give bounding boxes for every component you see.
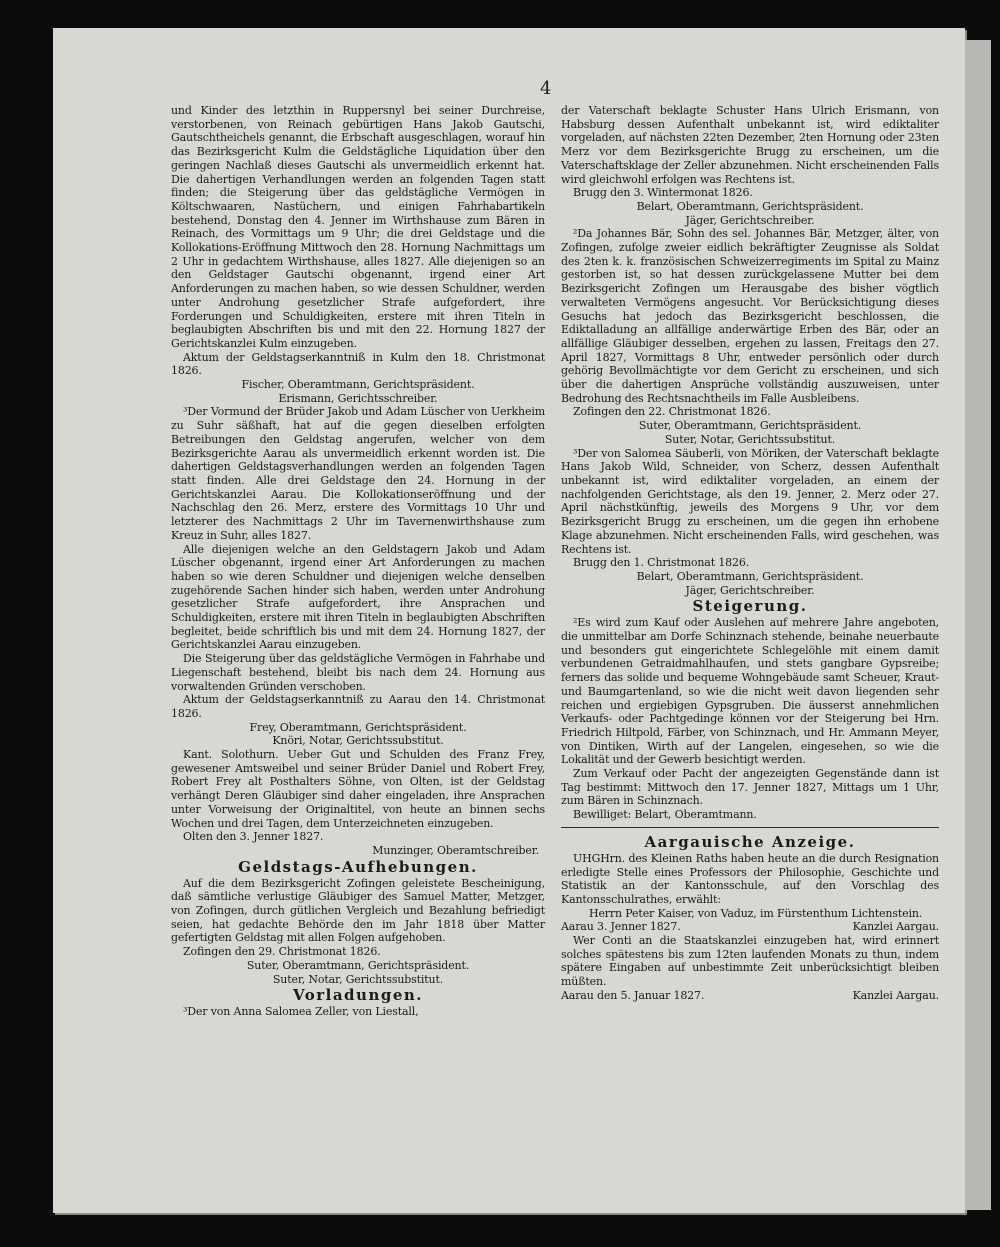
notice-erismann-date: Brugg den 3. Wintermonat 1826.	[573, 186, 753, 200]
notice-matter-date: Zofingen den 29. Christmonat 1826.	[183, 945, 381, 959]
notice-baer: ²Da Johannes Bär, Sohn des sel. Johannes Bär, Metzger, älter, von Zofingen, zufolge zweier eidlich bekräftigter Zeugnisse als Soldat des 2ten k. k. französischen Schweizerregiments im Spital zu Mainz gestorben ist, so hat dessen zurückgelassene Mutter bei dem Bezirksgericht Zofingen um Herausgabe des bisher vögtlich verwalteten Vermögens angesucht. Vor Berücksichtigung dieses Gesuchs hat jedoch das Bezirksgericht beschlossen, die Ediktalladung an allfällige anderwärtige Erben des Bär, oder an allfällige Gläubiger desselben, ergehen zu lassen, Freitags den 27. April 1827, Vormittags 8 Uhr, entweder persönlich oder durch gehörig Bevollmächtigte vor dem Gericht zu erscheinen, und sich über die dahertigen Ansprüche vollständig auszuweisen, unter Bedrohung des Rechtsnachtheils im Falle Ausbleibens.	[561, 227, 939, 405]
notice-professor: UHGHrn. des Kleinen Raths haben heute an die durch Resignation erledigte Stelle eines Professors der Philosophie, Geschichte und Statistik an der Kantonsschule, auf den Vorschlag des Kantonsschulrathes, erwählt:	[561, 851, 939, 906]
notice-schinznach: ²Es wird zum Kauf oder Auslehen auf mehrere Jahre angeboten, die unmittelbar am Dorfe Schinznach stehende, beinahe neuerbaute und besonders gut eingerichtete Schlegelöhle mit einem damit verbundenen Getraidmahlhaufen, und stets gangbare Gypsreibe; ferners das solide und bequeme Wohngebäude samt Scheuer, Kraut- und Baumgartenland, so wie die nicht weit davon liegenden sehr reichen und ergiebigen Gypsgruben. Die äusserst annehmlichen Verkaufs- oder Pachtgedinge können vor der Steigerung bei Hrn. Friedrich Hiltpold, Färber, von Schinznach, und Hr. Ammann Meyer, von Dintiken, Wirth auf der Langelen, eingesehen, so wie die Lokalität und der Gewerb besichtigt werden.	[561, 616, 939, 767]
notice-gautschi-date: Aktum der Geldstagserkanntniß in Kulm den 18. Christmonat 1826.	[171, 350, 545, 378]
notice-frey-date: Olten den 3. Jenner 1827.	[183, 830, 324, 844]
notice-luescher-date: Aktum der Geldstagserkanntniß zu Aarau den 14. Christmonat 1826.	[171, 693, 545, 720]
section-divider	[561, 827, 939, 828]
left-column	[171, 104, 545, 1019]
notice-wild-signature: Belart, Oberamtmann, Gerichtspräsident.	[636, 569, 864, 583]
notice-luescher-signature: Frey, Oberamtmann, Gerichtspräsident.	[249, 720, 467, 734]
notice-matter: Auf die dem Bezirksgericht Zofingen geleistete Bescheinigung, daß sämtliche verlustige Gläubiger des Samuel Matter, Metzger, von Zofingen, durch gütlichen Vergleich und Bezahlung befriedigt seien, hat gedachte Behörde den im Jahr 1818 über Matter gefertigten Geldstag mit allen Folgen aufgehoben.	[171, 876, 545, 945]
notice-wild: ³Der von Salomea Säuberli, von Möriken, der Vaterschaft beklagte Hans Jakob Wild, Schneider, von Scherz, dessen Aufenthalt unbekannt ist, wird ediktaliter vorgeladen, an einem der nachfolgenden Gerichtstage, als den 19. Jenner, 2. Merz oder 27. April nächstkünftig, jeweils des Morgens 9 Uhr, vor dem Bezirksgericht Brugg zu erscheinen, um die gegen ihn erhobene Klage abzunehmen. Nicht erscheinenden Falls, wird geschehen, was Rechtens ist.	[561, 446, 939, 556]
notice-wild-date: Brugg den 1. Christmonat 1826.	[573, 556, 750, 570]
notice-conti-date: Aarau den 5. Januar 1827.	[561, 988, 705, 1002]
notice-frey-signature: Munzinger, Oberamtschreiber.	[372, 843, 539, 857]
notice-schinznach-date: Zum Verkauf oder Pacht der angezeigten Gegenstände dann ist Tag bestimmt: Mittwoch den 17. Jenner 1827, Mittags um 1 Uhr, zum Bären in Schinznach.	[561, 767, 939, 808]
notice-zeller-start: ³Der von Anna Salomea Zeller, von Liestall,	[183, 1005, 419, 1019]
notice-professor-date: Aarau 3. Jenner 1827.	[561, 920, 681, 934]
section-heading-vorladungen: Vorladungen.	[292, 986, 424, 1005]
notice-professor-footer	[561, 920, 939, 934]
section-heading-geldstags-aufhebungen: Geldstags-Aufhebungen.	[238, 857, 478, 876]
notice-matter-signature: Suter, Oberamtmann, Gerichtspräsident.	[246, 958, 470, 972]
section-heading-aargauische-anzeige: Aargauische Anzeige.	[644, 832, 856, 851]
notice-luescher: ³Der Vormund der Brüder Jakob und Adam Lüscher von Uerkheim zu Suhr säßhaft, hat auf die gegen dieselben erfolgten Betreibungen den Geldstag angerufen, welcher von dem Bezirksgerichte Aarau als unvermeidlich erkennt worden ist. Die dahertigen Geldstagsverhandlungen werden an folgenden Tagen statt finden. Alle drei Geldstage den 24. Hornung in der Gerichtskanzlei Aarau. Die Kollokationseröffnung und der Nachschlag den 26. Merz, erstere des Vormittags 10 Uhr und letzterer des Nachmittags 2 Uhr im Tavernenwirthshause zum Kreuz in Suhr, alles 1827.	[171, 405, 545, 542]
notice-erismann-clerk: Jäger, Gerichtschreiber.	[685, 213, 815, 227]
notice-professor-office: Kanzlei Aargau.	[852, 920, 939, 934]
notice-luescher-claims: Alle diejenigen welche an den Geldstagern Jakob und Adam Lüscher obgenannt, irgend einer Art Anforderungen zu machen haben so wie deren Schuldner und diejenigen welche denselben zugehörende Sachen hinder sich haben, werden unter Androhung gesetzlicher Strafe aufgefordert, ihre Ansprachen und Schuldigkeiten, erstere mit ihren Titeln in beglaubigten Abschriften begleitet, beide schriftlich bis und mit dem 24. Hornung 1827, der Gerichtskanzlei Aarau einzugeben.	[171, 542, 545, 652]
notice-professor-name: Herrn Peter Kaiser, von Vaduz, im Fürstenthum Lichtenstein.	[589, 906, 923, 920]
notice-conti: Wer Conti an die Staatskanzlei einzugeben hat, wird erinnert solches spätestens bis zum 12ten laufenden Monats zu thun, indem spätere Eingaben auf unbestimmte Zeit unberücksichtigt bleiben müßten.	[561, 934, 939, 989]
notice-gautschi-clerk: Erismann, Gerichtsschreiber.	[278, 391, 438, 405]
notice-conti-office: Kanzlei Aargau.	[852, 988, 939, 1002]
notice-matter-clerk: Suter, Notar, Gerichtssubstitut.	[272, 972, 444, 986]
notice-schinznach-approval: Bewilliget: Belart, Oberamtmann.	[573, 808, 757, 822]
page-number: 4	[540, 78, 552, 99]
page-edge	[965, 40, 991, 1210]
notice-luescher-clerk: Knöri, Notar, Gerichtssubstitut.	[272, 734, 444, 748]
notice-conti-footer	[561, 989, 939, 1003]
notice-gautschi: und Kinder des letzthin in Ruppersnyl bei seiner Durchreise, verstorbenen, von Reinach gebürtigen Hans Jakob Gautschi, Gautschtheichels genannt, die Erbschaft ausgeschlagen, worauf hin das Bezirksgericht Kulm die Geldstägliche Liquidation über den geringen Nachlaß dieses Gautschi als unvermeidlich erkennt hat. Die dahertigen Verhandlungen werden an folgenden Tagen statt finden; die Steigerung über das geldstägliche Vermögen in Költschwaaren, Nastüchern, und einigen Fahrhabartikeln bestehend, Donstag den 4. Jenner im Wirthshause zum Bären in Reinach, des Vormittags um 9 Uhr; die drei Geldstage und die Kollokations-Eröffnung Mittwoch den 28. Hornung Nachmittags um 2 Uhr in gedachtem Wirthshause, alles 1827. Alle diejenigen so an den Geldstager Gautschi obgenannt, irgend einer Art Anforderungen zu machen haben, so wie dessen Schuldner, werden unter Androhung gesetzlicher Strafe aufgefordert, ihre Forderungen und Schuldigkeiten, erstere mit ihren Titeln in beglaubigten Abschriften bis und mit den 22. Hornung 1827 der Gerichtskanzlei Kulm einzugeben.	[171, 104, 545, 350]
notice-erismann-signature: Belart, Oberamtmann, Gerichtspräsident.	[636, 199, 864, 213]
notice-baer-signature: Suter, Oberamtmann, Gerichtspräsident.	[638, 419, 862, 433]
notice-baer-date: Zofingen den 22. Christmonat 1826.	[573, 405, 771, 419]
notice-gautschi-signature: Fischer, Oberamtmann, Gerichtspräsident.	[241, 378, 475, 392]
notice-baer-clerk: Suter, Notar, Gerichtssubstitut.	[664, 432, 836, 446]
notice-erismann: der Vaterschaft beklagte Schuster Hans Ulrich Erismann, von Habsburg dessen Aufenthalt unbekannt ist, wird ediktaliter vorgeladen, auf nächsten 22ten Dezember, 2ten Hornung oder 23ten Merz vor dem Bezirksgerichte Brugg zu erscheinen, um die Vaterschaftsklage der Zeller abzunehmen. Nicht erscheinenden Falls wird gleichwohl erfolgen was Rechtens ist.	[561, 104, 939, 186]
section-heading-steigerung: Steigerung.	[692, 597, 808, 616]
notice-luescher-auction: Die Steigerung über das geldstägliche Vermögen in Fahrhabe und Liegenschaft bestehend, bleibt bis nach dem 24. Hornung aus vorwaltenden Gründen verschoben.	[171, 652, 545, 693]
notice-wild-clerk: Jäger, Gerichtschreiber.	[685, 583, 815, 597]
right-column	[561, 104, 939, 1003]
notice-frey: Kant. Solothurn. Ueber Gut und Schulden des Franz Frey, gewesener Amtsweibel und seiner Brüder Daniel und Robert Frey, Robert Frey alt Posthalters Söhne, von Olten, ist der Geldstag verhängt Deren Gläubiger sind daher eingeladen, ihre Ansprachen unter Vorweisung der Originaltitel, von heute an binnen sechs Wochen und drei Tagen, dem Unterzeichneten einzugeben.	[171, 748, 545, 830]
